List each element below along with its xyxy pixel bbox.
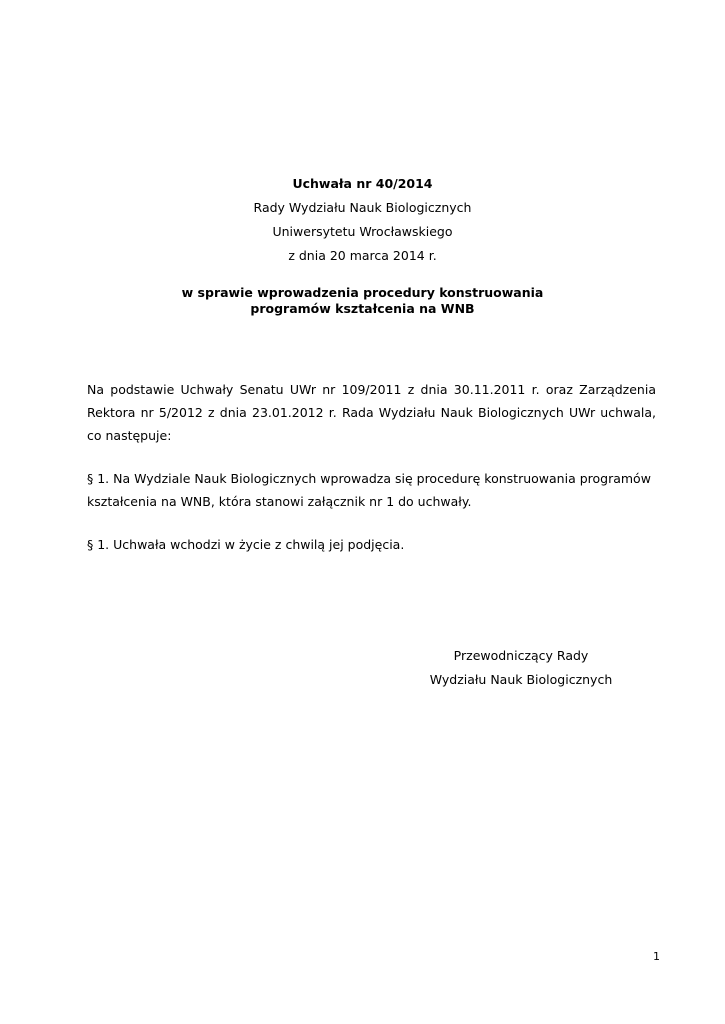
resolution-subject: [0, 285, 725, 317]
section-2-paragraph: § 1. Uchwała wchodzi w życie z chwilą jej podjęcia.: [87, 537, 405, 552]
university-name: Uniwersytetu Wrocławskiego: [272, 224, 453, 239]
intro-paragraph: Na podstawie Uchwały Senatu UWr nr 109/2011 z dnia 30.11.2011 r. oraz Zarządzenia Rektora nr 5/2012 z dnia 23.01.2012 r. Rada Wydziału Nauk Biologicznych UWr uchwala, co następuje:: [87, 382, 656, 443]
subject-line-2: programów kształcenia na WNB: [250, 301, 475, 316]
signature-faculty: Wydziału Nauk Biologicznych: [429, 672, 613, 687]
council-name: Rady Wydziału Nauk Biologicznych: [253, 200, 472, 215]
subject-line-1: w sprawie wprowadzenia procedury konstruowania: [181, 285, 544, 300]
resolution-title: Uchwała nr 40/2014: [292, 176, 433, 191]
resolution-date: z dnia 20 marca 2014 r.: [288, 248, 437, 263]
signature-block: [420, 644, 622, 692]
section-1-paragraph: § 1. Na Wydziale Nauk Biologicznych wprowadza się procedurę konstruowania programów kształcenia na WNB, która stanowi załącznik nr 1 do uchwały.: [87, 471, 651, 509]
page-number: 1: [653, 950, 660, 963]
resolution-header: [0, 172, 725, 268]
signature-title: Przewodniczący Rady: [453, 648, 589, 663]
